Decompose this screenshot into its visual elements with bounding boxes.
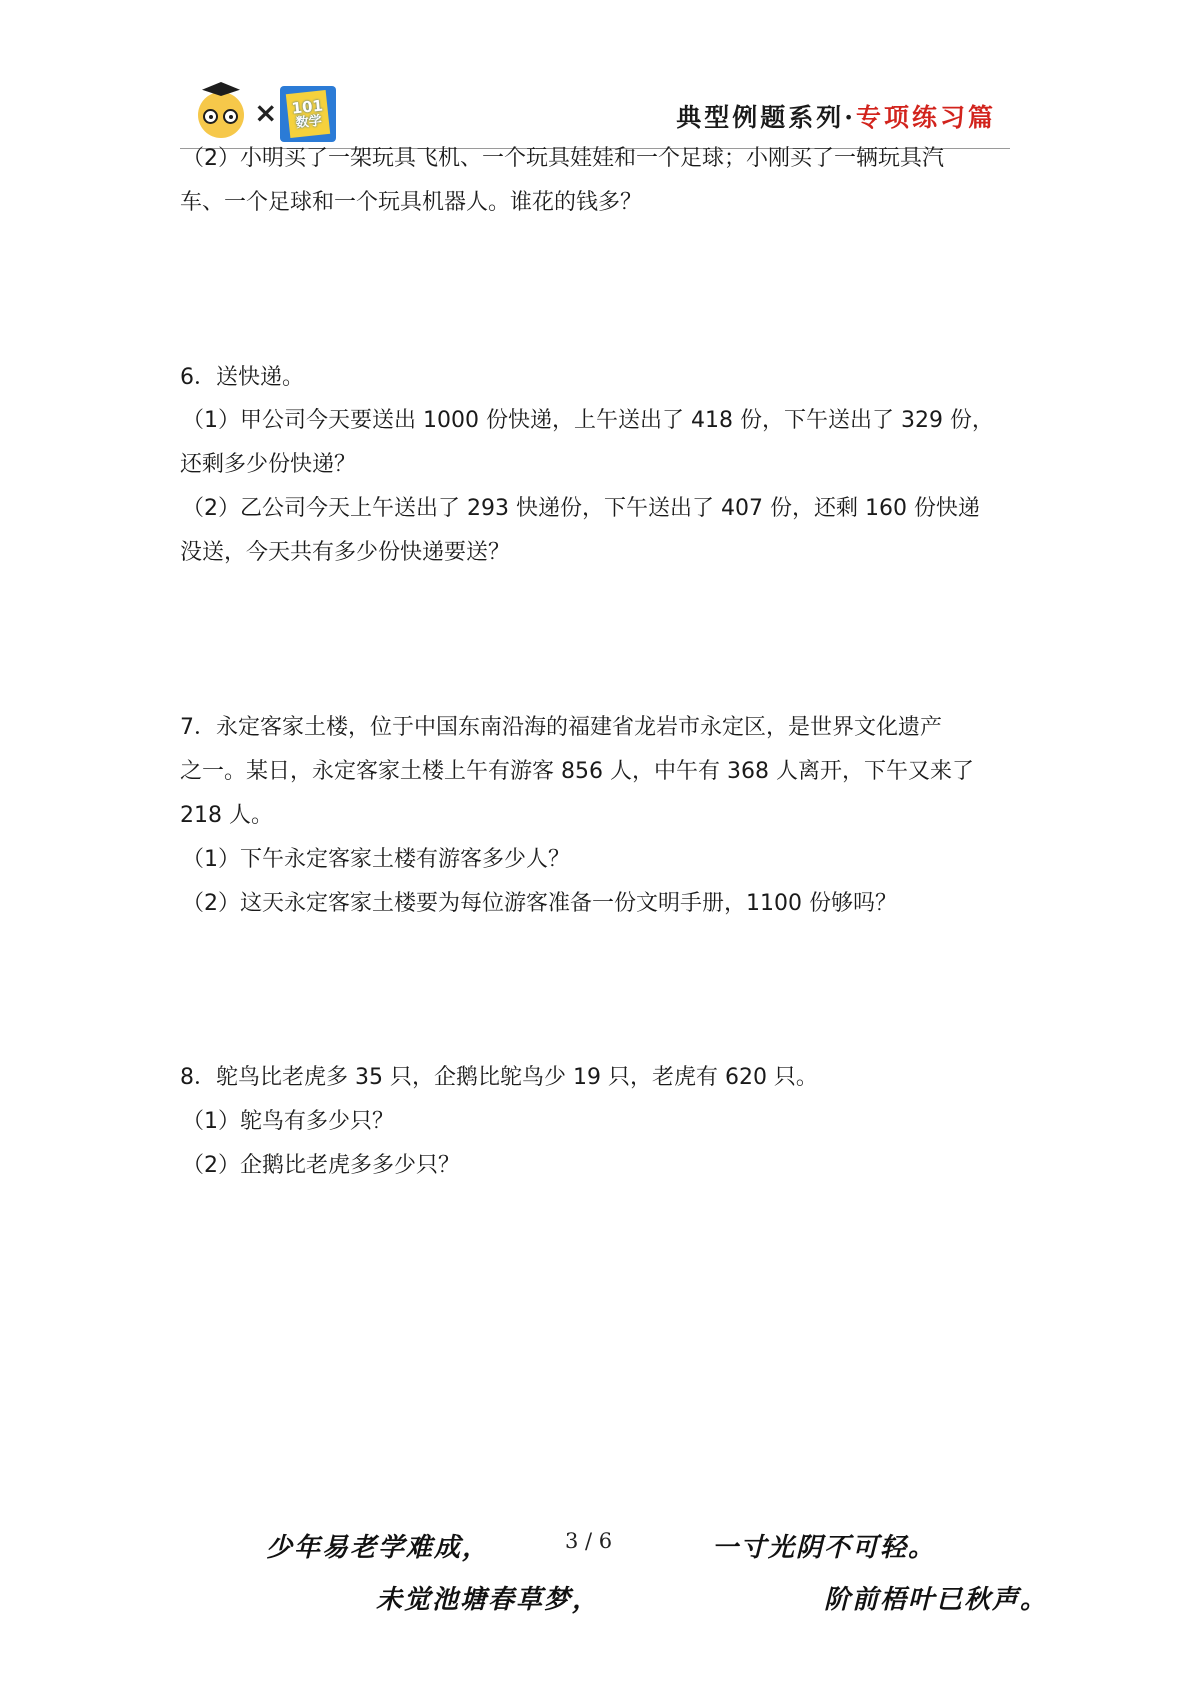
question-6-part-2-line-2: 没送，今天共有多少份快递要送？ <box>180 540 511 565</box>
question-8-part-2: （2）企鹅比老虎多多少只？ <box>182 1153 460 1178</box>
question-8-title: 8．鸵鸟比老虎多 35 只，企鹅比鸵鸟少 19 只，老虎有 620 只。 <box>180 1065 818 1090</box>
owl-mascot-logo <box>198 92 244 138</box>
brand-101-logo <box>280 86 336 142</box>
question-5-part-2-line-1: （2）小明买了一架玩具飞机、一个玩具娃娃和一个足球；小刚买了一辆玩具汽 <box>182 146 944 171</box>
series-title-main: 典型例题系列 <box>676 103 845 132</box>
poem-line-3: 未觉池塘春草梦， <box>376 1585 601 1615</box>
question-8-part-1: （1）鸵鸟有多少只？ <box>182 1109 394 1134</box>
question-6-part-2-line-1: （2）乙公司今天上午送出了 293 快递份，下午送出了 407 份，还剩 160 份快递 <box>182 496 980 521</box>
poem-line-1: 少年易老学难成， <box>266 1533 491 1563</box>
series-title-sub: 专项练习篇 <box>855 103 996 132</box>
question-7-line-1: 7．永定客家土楼，位于中国东南沿海的福建省龙岩市永定区，是世界文化遗产 <box>180 715 942 740</box>
logo-number: 101 <box>290 95 324 118</box>
page-number: 3 / 6 <box>565 1529 613 1553</box>
poem-line-2: 一寸光阴不可轻。 <box>712 1533 937 1563</box>
question-5-part-2-line-2: 车、一个足球和一个玩具机器人。谁花的钱多？ <box>180 190 643 215</box>
question-6-part-1-line-2: 还剩多少份快递？ <box>180 452 357 477</box>
glasses-right-icon <box>223 109 238 124</box>
graduation-cap-icon <box>202 82 240 96</box>
question-6-part-1-line-1: （1）甲公司今天要送出 1000 份快递，上午送出了 418 份，下午送出了 329 份， <box>182 408 994 433</box>
logo-cross: × <box>254 96 278 129</box>
question-6-title: 6．送快递。 <box>180 365 304 390</box>
question-7-line-3: 218 人。 <box>180 803 273 828</box>
glasses-left-icon <box>203 109 218 124</box>
logo-word: 数学 <box>295 113 323 131</box>
page-header <box>180 82 1010 149</box>
question-7-line-2: 之一。某日，永定客家土楼上午有游客 856 人，中午有 368 人离开，下午又来了 <box>180 759 974 784</box>
question-7-part-1: （1）下午永定客家土楼有游客多少人？ <box>182 847 570 872</box>
poem-line-4: 阶前梧叶已秋声。 <box>824 1585 1049 1615</box>
series-title-dot: · <box>844 103 856 132</box>
series-title <box>676 98 996 134</box>
question-7-part-2: （2）这天永定客家土楼要为每位游客准备一份文明手册，1100 份够吗？ <box>182 891 897 916</box>
